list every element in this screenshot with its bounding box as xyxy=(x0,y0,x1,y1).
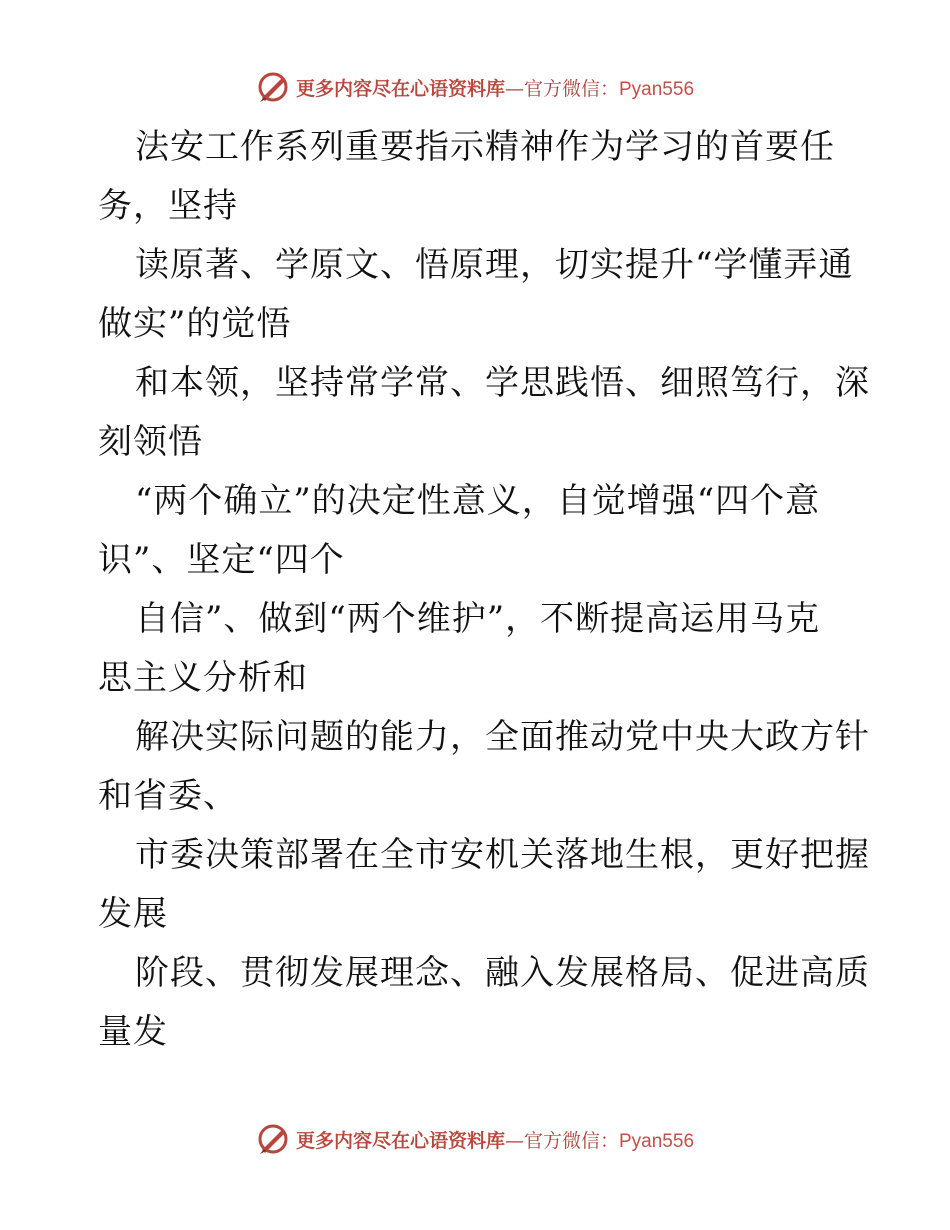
body-line: 阶段、贯彻发展理念、融入发展格局、促进高质 xyxy=(135,953,870,993)
body-line: 务，坚持 xyxy=(98,186,238,226)
body-line: 刻领悟 xyxy=(98,422,203,462)
body-line: 做实”的觉悟 xyxy=(98,304,292,344)
document-body xyxy=(98,118,870,1062)
pen-logo-icon xyxy=(256,1122,290,1156)
body-line: 发展 xyxy=(98,894,168,934)
body-line: 读原著、学原文、悟原理，切实提升“学懂弄通 xyxy=(135,245,854,285)
body-line: “两个确立”的决定性意义，自觉增强“四个意 xyxy=(135,481,821,521)
body-line: 自信”、做到“两个维护”，不断提高运用马克 xyxy=(135,599,821,639)
body-line: 法安工作系列重要指示精神作为学习的首要任 xyxy=(135,127,835,167)
body-line: 和本领，坚持常学常、学思践悟、细照笃行，深 xyxy=(135,363,870,403)
watermark-text: 更多内容尽在心语资料库—官方微信：Pyan556 xyxy=(295,1129,695,1152)
body-line: 解决实际问题的能力，全面推动党中央大政方针 xyxy=(135,717,870,757)
body-line: 量发 xyxy=(98,1012,168,1052)
body-line: 市委决策部署在全市安机关落地生根，更好把握 xyxy=(135,835,870,875)
watermark-text: 更多内容尽在心语资料库—官方微信：Pyan556 xyxy=(295,77,695,100)
pen-logo-icon xyxy=(256,70,290,104)
body-line: 和省委、 xyxy=(98,776,238,816)
body-line: 识”、坚定“四个 xyxy=(98,540,345,580)
header-watermark xyxy=(0,70,950,104)
footer-watermark xyxy=(0,1122,950,1156)
body-line: 思主义分析和 xyxy=(98,658,308,698)
